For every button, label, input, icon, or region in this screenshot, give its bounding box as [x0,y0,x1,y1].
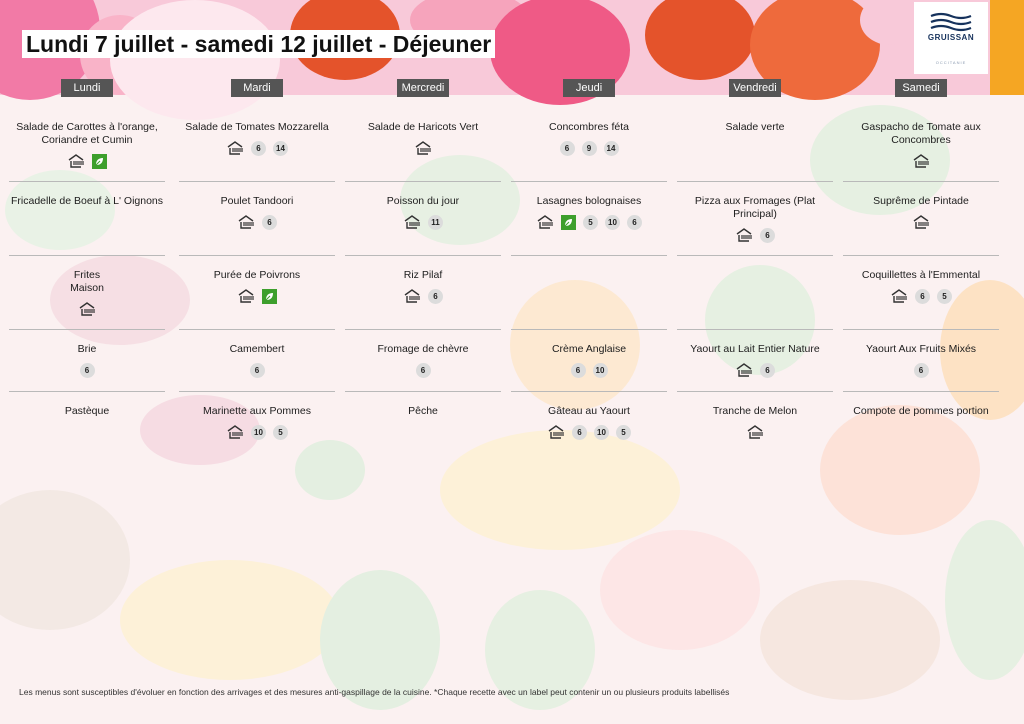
menu-item [677,195,833,243]
day-label: Lundi [61,79,113,97]
label-icons [179,288,335,304]
allergen-badge: 6 [80,363,95,378]
dish-name: Fromage de chèvre [377,343,469,355]
dish-name: Frites Maison [70,269,104,294]
day-column-mercredi [345,79,501,459]
dish-name: Tranche de Melon [712,405,798,417]
day-column-mardi [179,79,335,459]
day-label: Mercredi [397,79,449,97]
day-column-jeudi [511,79,667,459]
menu-item [843,405,999,418]
menu-item [345,269,501,304]
dish-name: Purée de Poivrons [213,269,301,281]
dish-name: Salade verte [725,121,785,133]
menu-item [511,343,667,378]
logo-text: GRUISSAN [927,33,975,42]
waves-icon [930,12,972,34]
allergen-badge: 6 [560,141,575,156]
menu-item [345,343,501,378]
homemade-icon [735,227,753,243]
homemade-icon [226,140,244,156]
menu-item [345,195,501,230]
allergen-badge: 11 [428,215,443,230]
homemade-icon [403,214,421,230]
dish-name: Yaourt au Lait Entier Nature [690,343,820,355]
dish-name: Salade de Haricots Vert [367,121,479,133]
menu-item [179,343,335,378]
row-separator [345,255,501,256]
label-icons [843,214,999,230]
allergen-badge: 10 [594,425,609,440]
dish-name: Riz Pilaf [403,269,443,281]
row-separator [511,181,667,182]
day-column-lundi [9,79,165,459]
day-label: Mardi [231,79,283,97]
label-icons [677,424,833,440]
organic-leaf-icon [262,289,277,304]
label-icons [511,214,667,230]
allergen-badge: 6 [572,425,587,440]
label-icons [511,362,667,378]
label-icons [179,424,335,440]
row-separator [345,391,501,392]
row-separator [179,329,335,330]
dish-name: Poisson du jour [386,195,460,207]
dish-name: Fricadelle de Boeuf à L' Oignons [11,195,164,207]
allergen-badge: 6 [250,363,265,378]
dish-name: Suprême de Pintade [873,195,969,207]
day-label: Jeudi [563,79,615,97]
dish-name: Yaourt Aux Fruits Mixés [865,343,977,355]
homemade-icon [536,214,554,230]
dish-name: Gaspacho de Tomate aux Concombres [861,121,981,146]
allergen-badge: 6 [760,228,775,243]
logo-subtext: OCCITANIE [935,60,967,65]
menu-item [511,405,667,440]
homemade-icon [403,288,421,304]
homemade-icon [226,424,244,440]
allergen-badge: 10 [251,425,266,440]
menu-item [9,269,165,317]
footnote: Les menus sont susceptibles d'évoluer en fonction des arrivages et des mesures anti-gaspillage de la cuisine. *Chaque recette avec un label peut contenir un ou plusieurs produits labellisés [19,687,730,697]
row-separator [677,391,833,392]
homemade-icon [735,362,753,378]
menu-item [179,405,335,440]
allergen-badge: 14 [273,141,288,156]
allergen-badge: 6 [571,363,586,378]
menu-item [677,343,833,378]
allergen-badge: 6 [915,289,930,304]
menu-item [9,405,165,418]
dish-name: Poulet Tandoori [220,195,294,207]
dish-name: Salade de Tomates Mozzarella [185,121,329,133]
organic-leaf-icon [92,154,107,169]
label-icons [9,362,165,378]
label-icons [345,140,501,156]
menu-item [9,121,165,169]
menu-item [511,121,667,156]
label-icons [677,227,833,243]
allergen-badge: 10 [605,215,620,230]
allergen-badge: 6 [428,289,443,304]
row-separator [511,391,667,392]
menu-item [345,121,501,156]
page-title: Lundi 7 juillet - samedi 12 juillet - Déjeuner [22,30,495,58]
menu-item [843,121,999,169]
row-separator [9,329,165,330]
dish-name: Brie [77,343,97,355]
allergen-badge: 6 [262,215,277,230]
label-icons [179,214,335,230]
label-icons [677,362,833,378]
day-label: Vendredi [729,79,781,97]
menu-item [179,195,335,230]
menu-item [677,405,833,440]
label-icons [345,214,501,230]
menu-item [345,405,501,418]
row-separator [677,329,833,330]
allergen-badge: 6 [914,363,929,378]
day-column-samedi [843,79,999,459]
row-separator [9,255,165,256]
homemade-icon [237,288,255,304]
menu-item [9,195,165,208]
row-separator [511,255,667,256]
menu-item [677,121,833,134]
label-icons [345,288,501,304]
row-separator [511,329,667,330]
label-icons [511,140,667,156]
allergen-badge: 6 [251,141,266,156]
row-separator [345,181,501,182]
dish-name: Concombres féta [549,121,629,133]
row-separator [9,181,165,182]
row-separator [345,329,501,330]
label-icons [179,362,335,378]
dish-name: Pêche [408,405,438,417]
dish-name: Crème Anglaise [551,343,627,355]
label-icons [843,288,999,304]
label-icons [9,301,165,317]
homemade-icon [78,301,96,317]
homemade-icon [912,214,930,230]
row-separator [179,255,335,256]
homemade-icon [890,288,908,304]
dish-name: Coquillettes à l'Emmental [861,269,981,281]
label-icons [179,140,335,156]
label-icons [345,362,501,378]
allergen-badge: 5 [616,425,631,440]
row-separator [677,181,833,182]
day-column-vendredi [677,79,833,459]
menu-item [843,195,999,230]
label-icons [9,153,165,169]
homemade-icon [912,153,930,169]
row-separator [843,255,999,256]
organic-leaf-icon [561,215,576,230]
homemade-icon [746,424,764,440]
row-separator [677,255,833,256]
menu-item [843,269,999,304]
menu-item [179,121,335,156]
allergen-badge: 10 [593,363,608,378]
homemade-icon [547,424,565,440]
row-separator [179,391,335,392]
homemade-icon [237,214,255,230]
dish-name: Camembert [229,343,285,355]
logo [914,2,988,74]
homemade-icon [67,153,85,169]
allergen-badge: 14 [604,141,619,156]
day-label: Samedi [895,79,947,97]
homemade-icon [414,140,432,156]
allergen-badge: 6 [416,363,431,378]
dish-name: Marinette aux Pommes [203,405,311,417]
menu-item [9,343,165,378]
allergen-badge: 5 [583,215,598,230]
menu-item [843,343,999,378]
label-icons [511,424,667,440]
row-separator [843,329,999,330]
row-separator [843,391,999,392]
label-icons [843,153,999,169]
dish-name: Gâteau au Yaourt [548,405,630,417]
allergen-badge: 5 [273,425,288,440]
allergen-badge: 6 [760,363,775,378]
dish-name: Pastèque [64,405,110,417]
dish-name: Lasagnes bolognaises [536,195,642,207]
allergen-badge: 9 [582,141,597,156]
allergen-badge: 6 [627,215,642,230]
allergen-badge: 5 [937,289,952,304]
row-separator [179,181,335,182]
label-icons [843,362,999,378]
row-separator [843,181,999,182]
dish-name: Compote de pommes portion [853,405,989,417]
dish-name: Salade de Carottes à l'orange, Coriandre et Cumin [16,121,158,146]
menu-item [511,195,667,230]
row-separator [9,391,165,392]
dish-name: Pizza aux Fromages (Plat Principal) [694,195,816,220]
menu-item [179,269,335,304]
